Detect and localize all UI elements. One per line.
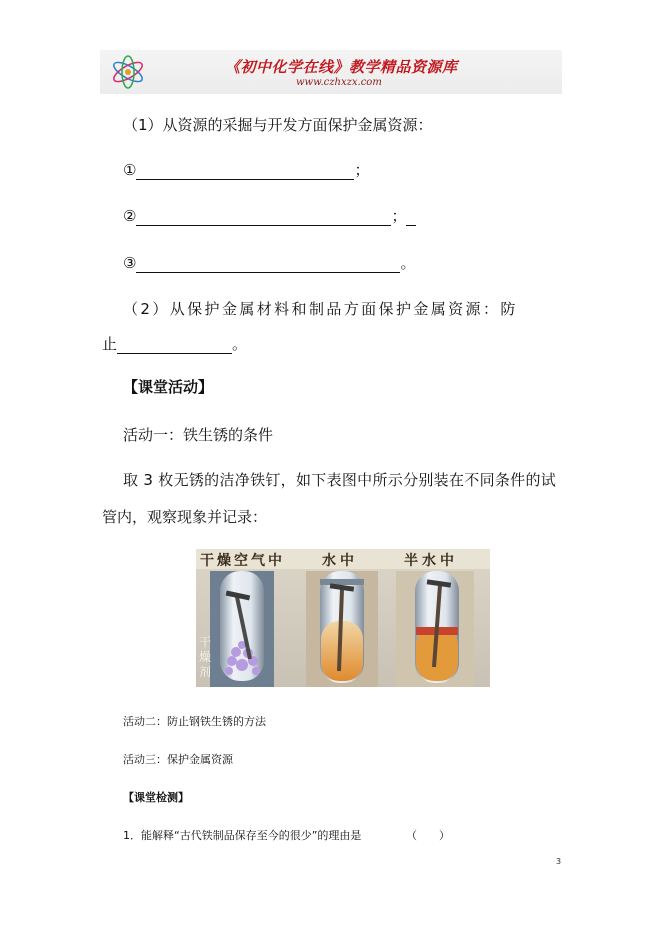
item-3-end: 。 <box>400 254 416 272</box>
desiccant-char-3: 剂 <box>198 665 211 679</box>
label-dry-air: 干燥空气中 <box>200 553 285 569</box>
test-tube-photo <box>196 549 490 687</box>
activity-1-desc-line-2: 管内，观察现象并记录： <box>102 508 268 526</box>
question-2-line-1: （2）从保护金属材料和制品方面保护金属资源：防 <box>123 300 518 318</box>
activity-3-title: 活动三：保护金属资源 <box>123 753 233 766</box>
page-number: 3 <box>556 857 562 866</box>
classroom-activity-heading: 【课堂活动】 <box>123 378 214 396</box>
label-water: 水中 <box>322 553 358 569</box>
activity-1-desc-line-1: 取 3 枚无锈的洁净铁钉，如下表图中所示分别装在不同条件的试 <box>123 471 557 489</box>
question-2-end: 。 <box>232 335 248 353</box>
question-2-prefix: 止 <box>102 335 118 353</box>
answer-line-2 <box>123 206 416 226</box>
banner-title: 《初中化学在线》教学精品资源库 <box>225 58 458 76</box>
check-question-1-answer-paren[interactable]: （ ） <box>406 829 450 842</box>
activity-2-title: 活动二：防止钢铁生锈的方法 <box>123 715 266 728</box>
banner-url: www.czhxzx.com <box>296 77 382 88</box>
blank-line-4[interactable] <box>117 339 232 354</box>
label-half-water: 半水中 <box>404 553 458 569</box>
item-2-end: ； <box>391 207 407 225</box>
item-1-number: ① <box>123 161 137 179</box>
item-1-end: ； <box>354 161 370 179</box>
activity-1-title: 活动一：铁生锈的条件 <box>123 426 274 444</box>
question-2-line-2 <box>102 334 247 354</box>
header-banner <box>100 50 562 94</box>
blank-line-1[interactable] <box>136 165 354 180</box>
answer-line-3 <box>123 253 415 273</box>
check-question-1: 1．能解释“古代铁制品保存至今的很少”的理由是 <box>123 829 362 842</box>
desiccant-char-1: 干 <box>198 635 211 649</box>
item-3-number: ③ <box>123 254 137 272</box>
question-1-text: （1）从资源的采掘与开发方面保护金属资源： <box>123 116 433 134</box>
blank-line-3[interactable] <box>136 258 400 273</box>
classroom-check-heading: 【课堂检测】 <box>123 791 189 804</box>
desiccant-char-2: 燥 <box>198 650 211 664</box>
label-desiccant <box>198 635 212 680</box>
blank-line-2-tail <box>406 211 416 226</box>
atom-logo-icon <box>108 53 148 91</box>
item-2-number: ② <box>123 207 137 225</box>
answer-line-1 <box>123 160 369 180</box>
blank-line-2[interactable] <box>136 211 391 226</box>
